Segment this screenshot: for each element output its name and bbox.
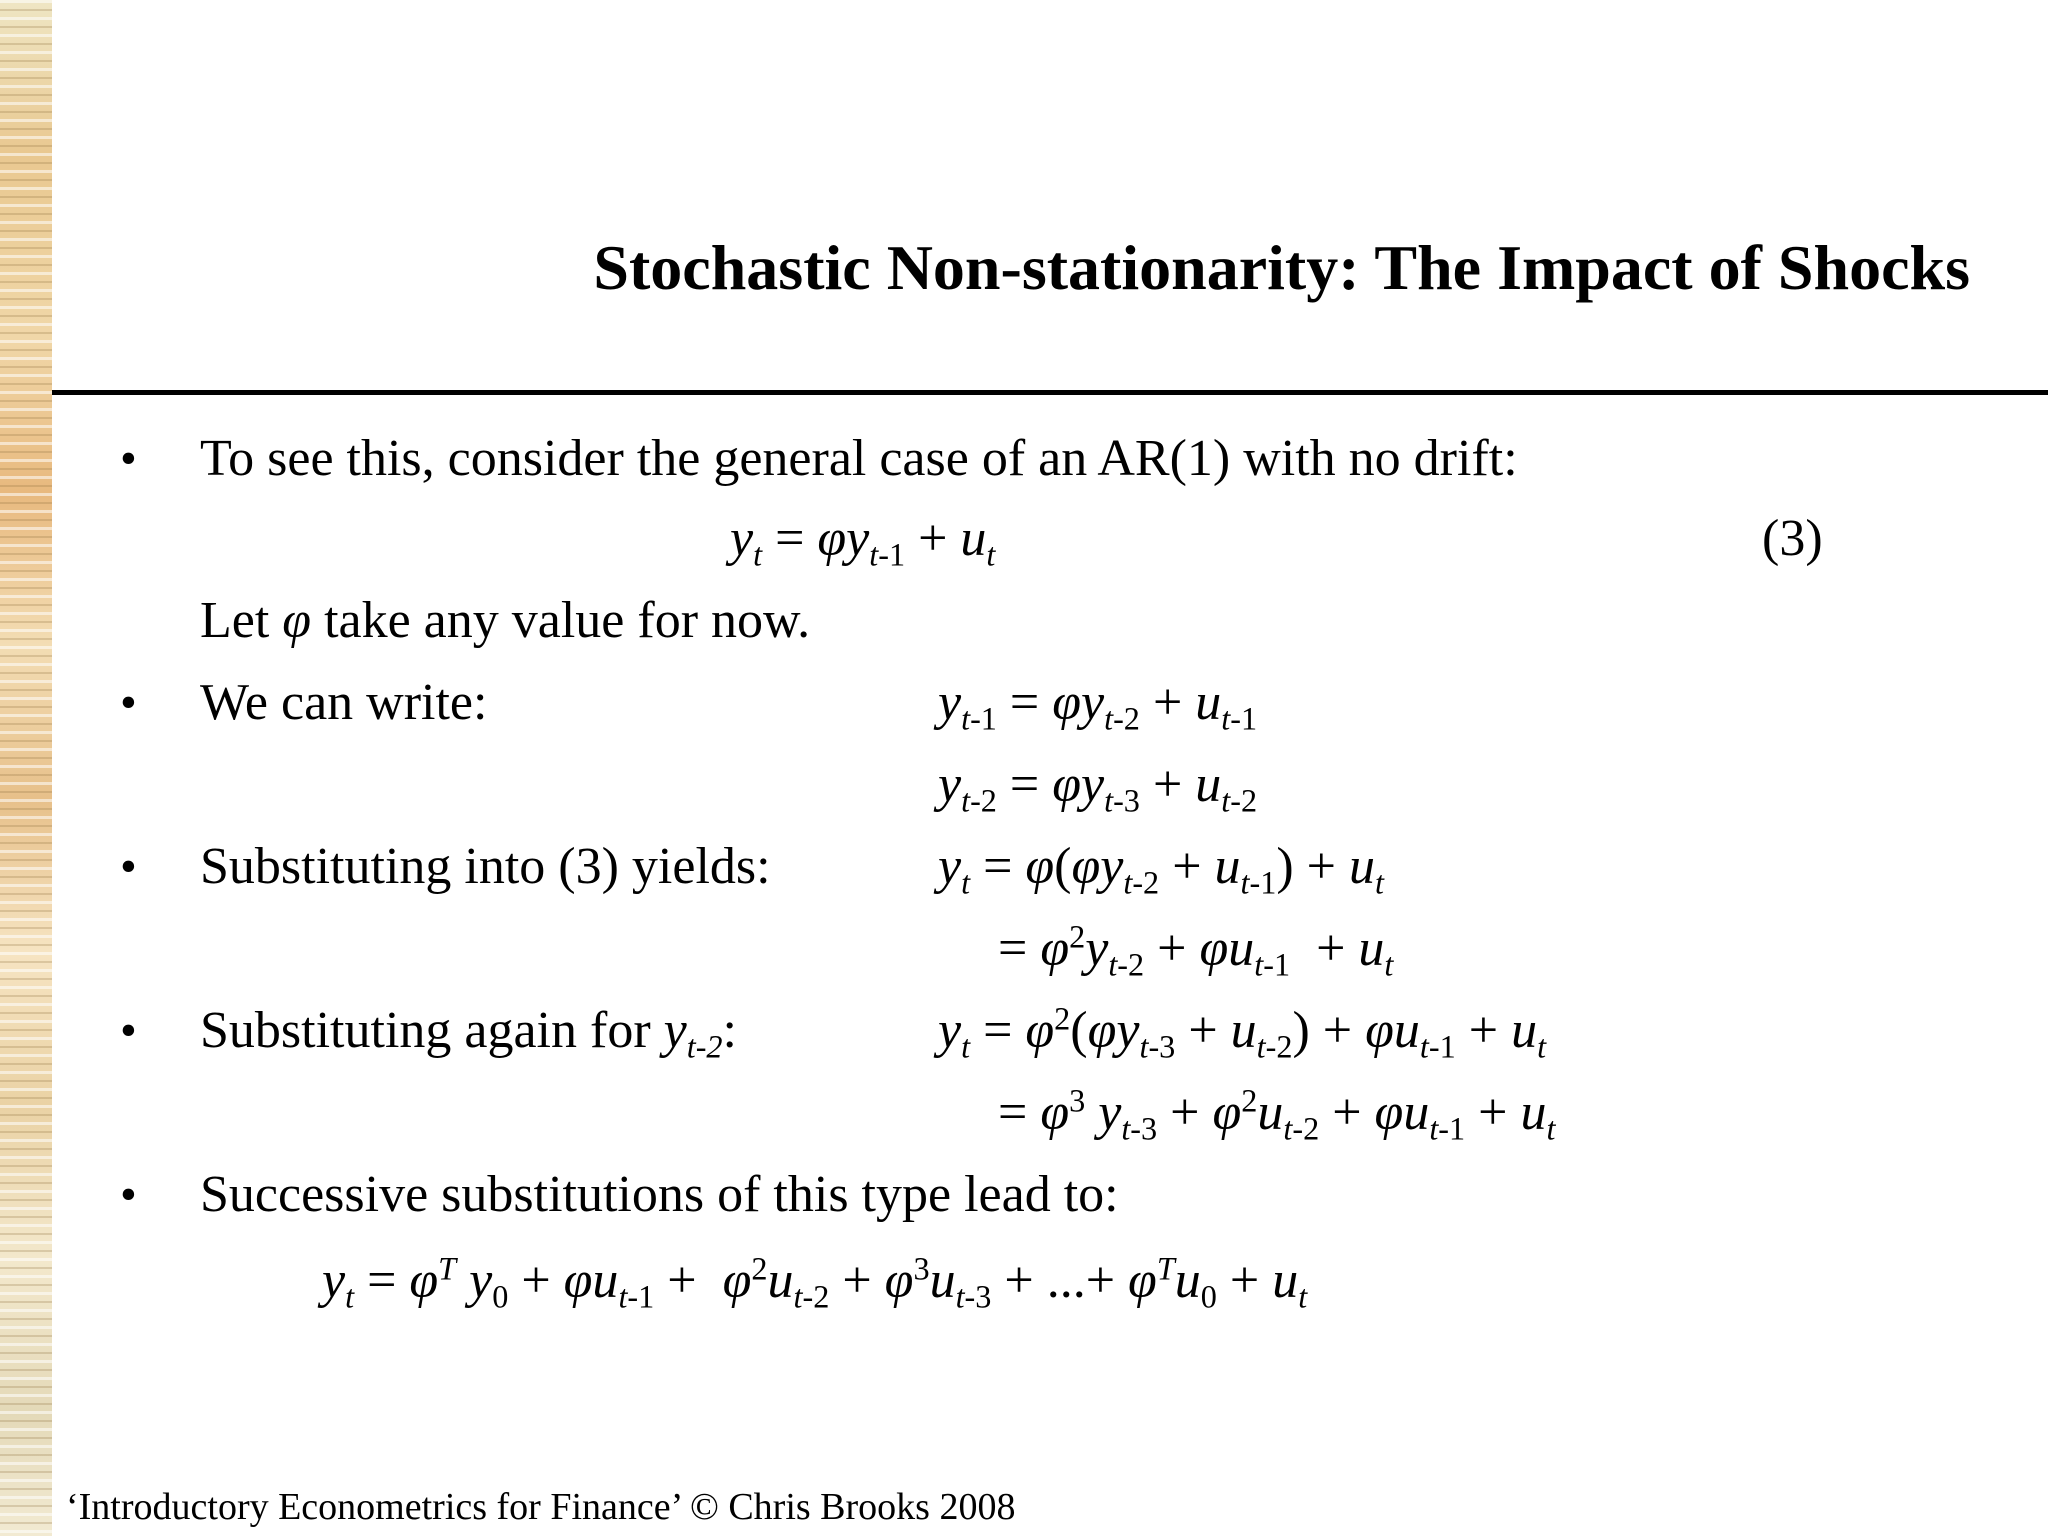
subst-again-sub: t-2 <box>686 1028 723 1065</box>
bullet-marker-4: • <box>120 1004 137 1057</box>
write-label: We can write: <box>200 674 488 731</box>
title-divider <box>52 390 2048 395</box>
footer-copyright: ‘Introductory Econometrics for Finance’ © Chris Brooks 2008 <box>66 1486 1016 1528</box>
slide-title: Stochastic Non-stationarity: The Impact of Shocks <box>593 232 1970 303</box>
successive-text: Successive substitutions of this type lead to: <box>200 1166 1119 1223</box>
intro-text: To see this, consider the general case of an AR(1) with no drift: <box>200 430 1518 487</box>
equation-general: $y_t = \varphi^T$ $y_0 + \varphi u_{t-1} + \varphi^2u_{t-2} + \varphi^3u_{t-3}$ + ...+ $\varphi^Tu_0 + u_t$ <box>322 1250 1308 1315</box>
let-phi-text <box>200 590 810 652</box>
decorative-side-strip <box>0 0 52 1536</box>
subst-label: Substituting into (3) yields: <box>200 838 771 895</box>
bullet-marker-1: • <box>120 432 137 485</box>
equation-subst-2: = $\varphi^2y_{t-2} + \varphi u_{t-1} + u_t$ <box>998 918 1394 983</box>
let-text-start: Let <box>200 592 283 649</box>
bullet-marker-3: • <box>120 840 137 893</box>
subst-again-prefix: Substituting again for <box>200 1002 664 1059</box>
equation-y-t-2: $y_{t-2} = \varphi y_{t-3} + u_{t-2}$ <box>938 756 1258 819</box>
equation-subst-1: $y_t = \varphi(\varphi y_{t-2} + u_{t-1}) + u_t$ <box>938 838 1384 901</box>
bullet-marker-5: • <box>120 1168 137 1221</box>
phi-symbol: φ <box>282 592 312 649</box>
bullet-marker-2: • <box>120 676 137 729</box>
equation-subst-3: $y_t = \varphi^2(\varphi y_{t-3} + u_{t-2}) + \varphi u_{t-1} + u_t$ <box>938 1000 1547 1065</box>
equation-y-t-1: $y_{t-1} = \varphi y_{t-2} + u_{t-1}$ <box>938 674 1258 737</box>
equation-3: $y_t = \varphi y_{t-1} + u_t$ <box>730 510 996 573</box>
subst-again-suffix: : <box>722 1002 737 1059</box>
let-text-end: take any value for now. <box>311 592 811 649</box>
subst-again-label <box>200 1000 737 1065</box>
equation-subst-4: = $\varphi^3$ $y_{t-3} + \varphi^2u_{t-2} + \varphi u_{t-1} + u_t$ <box>998 1082 1556 1147</box>
subst-again-var: y <box>663 1002 687 1059</box>
equation-number: (3) <box>1762 510 1823 567</box>
